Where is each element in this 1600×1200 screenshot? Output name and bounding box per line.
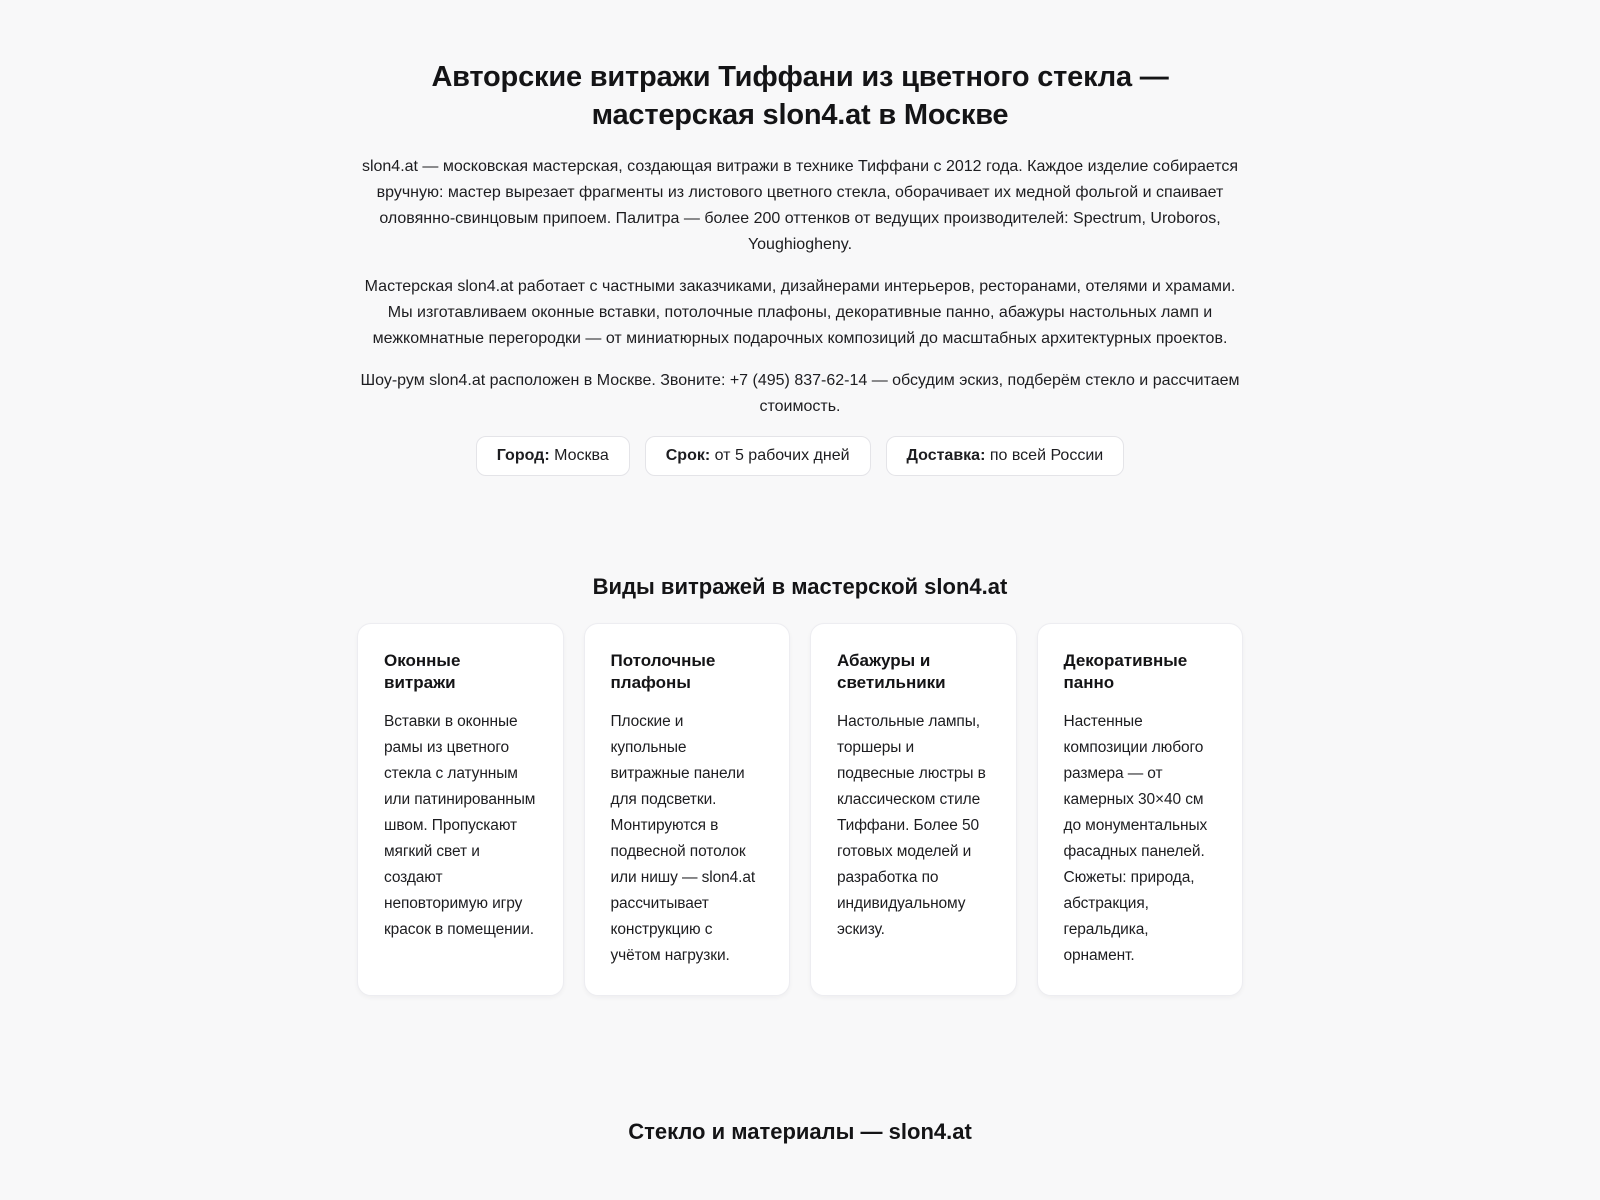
card-text: Настенные композиции любого размера — от камерных 30×40 см до монументальных фасадных панелей. Сюжеты: природа, абстракция, геральдика, орнамент.: [1063, 713, 1208, 964]
info-badges-row: [357, 436, 1243, 476]
intro-section: [357, 58, 1243, 476]
badge-lead-time-label: Срок:: [665, 447, 711, 464]
materials-section-heading: Стекло и материалы — slon4.at: [628, 1119, 972, 1144]
types-section-heading: Виды витражей в мастерской slon4.at: [592, 574, 1008, 599]
badge-city-label: Город:: [496, 447, 550, 464]
page-title: Авторские витражи Тиффани из цветного стекла — мастерская slon4.at в Москве: [431, 61, 1169, 131]
badge-city-value: Москва: [554, 447, 609, 464]
card-window-stained-glass: [357, 623, 564, 996]
intro-paragraph-1: slon4.at — московская мастерская, создающая витражи в технике Тиффани с 2012 года. Каждое изделие собирается вручную: мастер вырезает фрагменты из листового цветного стекла, оборачивает их медной фольгой и спаивает оловянно-свинцовым припоем. Палитра — более 200 оттенков от ведущих производителей: Spectrum, Uroboros, Youghiogheny.: [361, 158, 1239, 253]
materials-section: [357, 1118, 1243, 1146]
card-text: Настольные лампы, торшеры и подвесные люстры в классическом стиле Тиффани. Более 50 готовых моделей и разработка по индивидуальному эскизу.: [837, 713, 986, 938]
card-text: Вставки в оконные рамы из цветного стекла с латунным или патинированным швом. Пропускают мягкий свет и создают неповторимую игру красок в помещении.: [384, 713, 536, 938]
badge-lead-time: [645, 436, 871, 476]
card-decorative-panels: [1037, 623, 1244, 996]
card-title: Потолочные плафоны: [610, 651, 716, 692]
intro-paragraph-2: Мастерская slon4.at работает с частными заказчиками, дизайнерами интерьеров, ресторанами, отелями и храмами. Мы изготавливаем оконные вставки, потолочные плафоны, декоративные панно, абажуры настольных ламп и межкомнатные перегородки — от миниатюрных подарочных композиций до масштабных архитектурных проектов.: [364, 278, 1236, 347]
type-cards-grid: [357, 623, 1243, 996]
card-title: Абажуры и светильники: [837, 651, 946, 692]
badge-delivery: [886, 436, 1125, 476]
card-ceiling-panels: [584, 623, 791, 996]
landing-page: [357, 0, 1243, 1146]
card-title: Декоративные панно: [1063, 651, 1188, 692]
card-text: Плоские и купольные витражные панели для подсветки. Монтируются в подвесной потолок или нишу — slon4.at рассчитывает конструкцию с учётом нагрузки.: [610, 713, 756, 964]
stained-glass-types-section: [357, 573, 1243, 996]
badge-delivery-label: Доставка:: [906, 447, 986, 464]
badge-lead-time-value: от 5 рабочих дней: [714, 447, 850, 464]
card-title: Оконные витражи: [384, 651, 461, 692]
badge-city: [476, 436, 630, 476]
card-lampshades-lighting: [810, 623, 1017, 996]
badge-delivery-value: по всей России: [989, 447, 1104, 464]
intro-paragraph-3: Шоу-рум slon4.at расположен в Москве. Звоните: +7 (495) 837-62-14 — обсудим эскиз, подберём стекло и рассчитаем стоимость.: [360, 372, 1240, 415]
